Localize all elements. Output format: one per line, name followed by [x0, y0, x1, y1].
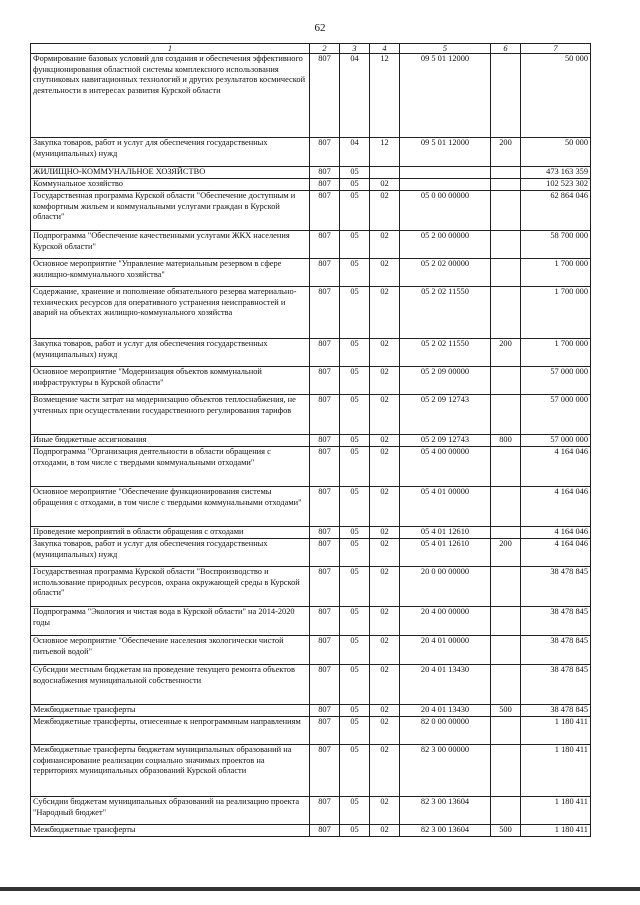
table-row [31, 825, 591, 837]
row-expense-type-cell [491, 665, 521, 705]
row-target-article-cell: 05 2 00 00000 [400, 231, 491, 259]
row-expense-type-cell: 800 [491, 435, 521, 447]
row-section-cell: 05 [340, 745, 370, 797]
row-ministry-code-cell: 807 [310, 797, 340, 825]
page-number: 62 [314, 22, 326, 34]
table-row [31, 167, 591, 179]
row-amount-cell: 1 700 000 [521, 259, 591, 287]
table-row [31, 745, 591, 797]
row-expense-type-cell [491, 287, 521, 339]
page-bottom-rule [0, 887, 640, 891]
row-amount-cell: 38 478 845 [521, 567, 591, 607]
row-amount-cell: 38 478 845 [521, 607, 591, 636]
row-expense-type-cell [491, 367, 521, 395]
row-expense-type-cell: 200 [491, 339, 521, 367]
header-cell: 5 [400, 44, 491, 54]
row-target-article-cell: 20 4 01 13430 [400, 705, 491, 717]
row-target-article-cell [400, 167, 491, 179]
row-expense-type-cell [491, 447, 521, 487]
table-row [31, 367, 591, 395]
row-subsection-cell: 02 [370, 435, 400, 447]
row-section-cell: 05 [340, 191, 370, 231]
row-ministry-code-cell: 807 [310, 191, 340, 231]
row-name-cell: Подпрограмма "Экология и чистая вода в Курской области" на 2014-2020 годы [31, 607, 310, 636]
row-ministry-code-cell: 807 [310, 825, 340, 837]
row-name-cell: Закупка товаров, работ и услуг для обеспечения государственных (муниципальных) нужд [31, 138, 310, 167]
row-name-cell: Подпрограмма "Организация деятельности в области обращения с отходами, в том числе с твердыми коммунальными отходами" [31, 447, 310, 487]
row-target-article-cell: 05 0 00 00000 [400, 191, 491, 231]
row-target-article-cell: 05 4 01 12610 [400, 539, 491, 567]
table-header-row [31, 44, 591, 54]
row-target-article-cell: 20 4 01 13430 [400, 665, 491, 705]
row-ministry-code-cell: 807 [310, 447, 340, 487]
table-row [31, 567, 591, 607]
row-name-cell: Основное мероприятие "Модернизация объектов коммунальной инфраструктуры в Курской области" [31, 367, 310, 395]
row-name-cell: ЖИЛИЩНО-КОММУНАЛЬНОЕ ХОЗЯЙСТВО [31, 167, 310, 179]
row-ministry-code-cell: 807 [310, 487, 340, 527]
row-section-cell: 05 [340, 797, 370, 825]
row-expense-type-cell [491, 487, 521, 527]
row-name-cell: Иные бюджетные ассигнования [31, 435, 310, 447]
row-subsection-cell: 02 [370, 797, 400, 825]
row-section-cell: 05 [340, 179, 370, 191]
row-amount-cell: 1 700 000 [521, 339, 591, 367]
row-expense-type-cell: 500 [491, 825, 521, 837]
row-subsection-cell: 02 [370, 745, 400, 797]
row-expense-type-cell: 500 [491, 705, 521, 717]
row-section-cell: 04 [340, 54, 370, 138]
header-cell: 1 [31, 44, 310, 54]
row-target-article-cell: 82 3 00 00000 [400, 745, 491, 797]
row-section-cell: 05 [340, 539, 370, 567]
header-cell: 7 [521, 44, 591, 54]
row-ministry-code-cell: 807 [310, 665, 340, 705]
table-row [31, 487, 591, 527]
table-row [31, 191, 591, 231]
row-expense-type-cell [491, 167, 521, 179]
table-row [31, 339, 591, 367]
row-target-article-cell: 05 2 02 00000 [400, 259, 491, 287]
row-ministry-code-cell: 807 [310, 179, 340, 191]
row-section-cell: 05 [340, 567, 370, 607]
table-row [31, 705, 591, 717]
row-expense-type-cell: 200 [491, 138, 521, 167]
row-ministry-code-cell: 807 [310, 705, 340, 717]
row-subsection-cell: 02 [370, 487, 400, 527]
row-subsection-cell: 02 [370, 825, 400, 837]
row-name-cell: Формирование базовых условий для создания и обеспечения эффективного функционирования областной системы комплексного использования спутниковых навигационных технологий и других результатов космической деятельности в интересах развития Курской области [31, 54, 310, 138]
row-amount-cell: 1 180 411 [521, 797, 591, 825]
row-name-cell: Основное мероприятие "Обеспечение населения экологически чистой питьевой водой" [31, 636, 310, 665]
row-amount-cell: 102 523 302 [521, 179, 591, 191]
row-target-article-cell: 20 4 01 00000 [400, 636, 491, 665]
row-section-cell: 05 [340, 395, 370, 435]
row-ministry-code-cell: 807 [310, 339, 340, 367]
row-target-article-cell: 82 3 00 13604 [400, 797, 491, 825]
row-amount-cell: 50 000 [521, 138, 591, 167]
row-subsection-cell: 02 [370, 705, 400, 717]
row-amount-cell: 57 000 000 [521, 395, 591, 435]
row-subsection-cell: 02 [370, 259, 400, 287]
row-amount-cell: 4 164 046 [521, 539, 591, 567]
row-section-cell: 05 [340, 487, 370, 527]
header-cell: 2 [310, 44, 340, 54]
row-name-cell: Закупка товаров, работ и услуг для обеспечения государственных (муниципальных) нужд [31, 339, 310, 367]
row-section-cell: 05 [340, 527, 370, 539]
row-subsection-cell: 02 [370, 539, 400, 567]
row-ministry-code-cell: 807 [310, 395, 340, 435]
row-name-cell: Коммунальное хозяйство [31, 179, 310, 191]
row-target-article-cell: 05 2 02 11550 [400, 339, 491, 367]
row-expense-type-cell [491, 231, 521, 259]
row-name-cell: Межбюджетные трансферты [31, 705, 310, 717]
row-amount-cell: 50 000 [521, 54, 591, 138]
row-expense-type-cell [491, 191, 521, 231]
row-ministry-code-cell: 807 [310, 367, 340, 395]
row-section-cell: 05 [340, 825, 370, 837]
row-target-article-cell: 05 4 01 00000 [400, 487, 491, 527]
row-name-cell: Закупка товаров, работ и услуг для обеспечения государственных (муниципальных) нужд [31, 539, 310, 567]
table-row [31, 231, 591, 259]
row-target-article-cell: 20 4 00 00000 [400, 607, 491, 636]
row-name-cell: Межбюджетные трансферты [31, 825, 310, 837]
row-section-cell: 05 [340, 231, 370, 259]
row-amount-cell: 4 164 046 [521, 447, 591, 487]
row-name-cell: Государственная программа Курской области "Обеспечение доступным и комфортным жильем и коммунальными услугами граждан в Курской области" [31, 191, 310, 231]
row-target-article-cell: 82 0 00 00000 [400, 717, 491, 745]
row-expense-type-cell [491, 567, 521, 607]
row-subsection-cell: 02 [370, 191, 400, 231]
table-row [31, 665, 591, 705]
row-name-cell: Возмещение части затрат на модернизацию объектов теплоснабжения, не учтенных при осуществлении государственного регулирования тарифов [31, 395, 310, 435]
row-name-cell: Государственная программа Курской области "Воспроизводство и использование природных ресурсов, охрана окружающей среды в Курской области" [31, 567, 310, 607]
row-subsection-cell: 02 [370, 567, 400, 607]
row-ministry-code-cell: 807 [310, 287, 340, 339]
row-section-cell: 05 [340, 607, 370, 636]
row-amount-cell: 38 478 845 [521, 705, 591, 717]
row-ministry-code-cell: 807 [310, 567, 340, 607]
row-subsection-cell: 02 [370, 287, 400, 339]
row-expense-type-cell [491, 527, 521, 539]
table-row [31, 527, 591, 539]
table-row [31, 607, 591, 636]
row-subsection-cell: 02 [370, 665, 400, 705]
row-amount-cell: 4 164 046 [521, 527, 591, 539]
table-row [31, 395, 591, 435]
header-cell: 3 [340, 44, 370, 54]
table-row [31, 447, 591, 487]
row-amount-cell: 38 478 845 [521, 636, 591, 665]
table-row [31, 435, 591, 447]
row-section-cell: 05 [340, 705, 370, 717]
row-section-cell: 05 [340, 367, 370, 395]
row-subsection-cell: 02 [370, 179, 400, 191]
row-name-cell: Основное мероприятие "Управление материальным резервом в сфере жилищно-коммунального хозяйства" [31, 259, 310, 287]
row-amount-cell: 1 180 411 [521, 717, 591, 745]
row-section-cell: 05 [340, 339, 370, 367]
row-name-cell: Межбюджетные трансферты бюджетам муниципальных образований на софинансирование реализации социально значимых проектов на территориях муниципальных образований Курской области [31, 745, 310, 797]
row-amount-cell: 4 164 046 [521, 487, 591, 527]
table-row [31, 539, 591, 567]
row-subsection-cell: 02 [370, 447, 400, 487]
row-expense-type-cell [491, 395, 521, 435]
row-ministry-code-cell: 807 [310, 54, 340, 138]
row-subsection-cell [370, 167, 400, 179]
row-amount-cell: 57 000 000 [521, 435, 591, 447]
row-expense-type-cell: 200 [491, 539, 521, 567]
row-section-cell: 05 [340, 636, 370, 665]
row-subsection-cell: 02 [370, 339, 400, 367]
table-row [31, 54, 591, 138]
header-cell: 6 [491, 44, 521, 54]
row-target-article-cell: 09 5 01 12000 [400, 54, 491, 138]
row-section-cell: 05 [340, 435, 370, 447]
row-subsection-cell: 12 [370, 138, 400, 167]
row-amount-cell: 58 700 000 [521, 231, 591, 259]
row-ministry-code-cell: 807 [310, 539, 340, 567]
row-name-cell: Проведение мероприятий в области обращения с отходами [31, 527, 310, 539]
row-ministry-code-cell: 807 [310, 636, 340, 665]
row-amount-cell: 1 180 411 [521, 745, 591, 797]
table-row [31, 636, 591, 665]
row-ministry-code-cell: 807 [310, 167, 340, 179]
row-subsection-cell: 02 [370, 231, 400, 259]
row-expense-type-cell [491, 607, 521, 636]
row-subsection-cell: 02 [370, 367, 400, 395]
table-row [31, 179, 591, 191]
row-section-cell: 05 [340, 259, 370, 287]
row-amount-cell: 473 163 359 [521, 167, 591, 179]
row-name-cell: Субсидии бюджетам муниципальных образований на реализацию проекта "Народный бюджет" [31, 797, 310, 825]
budget-table [30, 43, 591, 837]
row-section-cell: 05 [340, 287, 370, 339]
row-subsection-cell: 02 [370, 395, 400, 435]
row-target-article-cell [400, 179, 491, 191]
row-subsection-cell: 02 [370, 607, 400, 636]
row-target-article-cell: 05 4 01 12610 [400, 527, 491, 539]
header-cell: 4 [370, 44, 400, 54]
row-target-article-cell: 05 2 09 00000 [400, 367, 491, 395]
table-row [31, 287, 591, 339]
row-name-cell: Межбюджетные трансферты, отнесенные к непрограммным направлениям [31, 717, 310, 745]
table-row [31, 138, 591, 167]
row-section-cell: 05 [340, 447, 370, 487]
row-expense-type-cell [491, 179, 521, 191]
row-amount-cell: 1 700 000 [521, 287, 591, 339]
row-ministry-code-cell: 807 [310, 745, 340, 797]
row-target-article-cell: 05 2 09 12743 [400, 435, 491, 447]
row-target-article-cell: 05 2 02 11550 [400, 287, 491, 339]
table-row [31, 717, 591, 745]
row-target-article-cell: 05 2 09 12743 [400, 395, 491, 435]
row-amount-cell: 1 180 411 [521, 825, 591, 837]
row-subsection-cell: 12 [370, 54, 400, 138]
row-amount-cell: 38 478 845 [521, 665, 591, 705]
row-ministry-code-cell: 807 [310, 231, 340, 259]
row-name-cell: Подпрограмма "Обеспечение качественными услугами ЖКХ населения Курской области" [31, 231, 310, 259]
row-target-article-cell: 09 5 01 12000 [400, 138, 491, 167]
row-ministry-code-cell: 807 [310, 607, 340, 636]
table-row [31, 259, 591, 287]
row-ministry-code-cell: 807 [310, 717, 340, 745]
row-ministry-code-cell: 807 [310, 435, 340, 447]
row-section-cell: 05 [340, 167, 370, 179]
row-ministry-code-cell: 807 [310, 527, 340, 539]
row-section-cell: 04 [340, 138, 370, 167]
row-subsection-cell: 02 [370, 636, 400, 665]
row-amount-cell: 62 864 046 [521, 191, 591, 231]
row-section-cell: 05 [340, 717, 370, 745]
row-expense-type-cell [491, 717, 521, 745]
row-expense-type-cell [491, 636, 521, 665]
row-name-cell: Содержание, хранение и пополнение обязательного резерва материально-технических ресурсов для оперативного устранения неисправностей и аварий на объектах жилищно-коммунального хозяйства [31, 287, 310, 339]
row-subsection-cell: 02 [370, 717, 400, 745]
row-expense-type-cell [491, 797, 521, 825]
row-target-article-cell: 82 3 00 13604 [400, 825, 491, 837]
row-target-article-cell: 05 4 00 00000 [400, 447, 491, 487]
row-expense-type-cell [491, 259, 521, 287]
row-ministry-code-cell: 807 [310, 138, 340, 167]
row-expense-type-cell [491, 54, 521, 138]
table-row [31, 797, 591, 825]
row-name-cell: Основное мероприятие "Обеспечение функционирования системы обращения с отходами, в том числе с твердыми коммунальными отходами" [31, 487, 310, 527]
row-amount-cell: 57 000 000 [521, 367, 591, 395]
row-ministry-code-cell: 807 [310, 259, 340, 287]
row-section-cell: 05 [340, 665, 370, 705]
row-subsection-cell: 02 [370, 527, 400, 539]
row-target-article-cell: 20 0 00 00000 [400, 567, 491, 607]
row-expense-type-cell [491, 745, 521, 797]
row-name-cell: Субсидии местным бюджетам на проведение текущего ремонта объектов водоснабжения муниципальной собственности [31, 665, 310, 705]
